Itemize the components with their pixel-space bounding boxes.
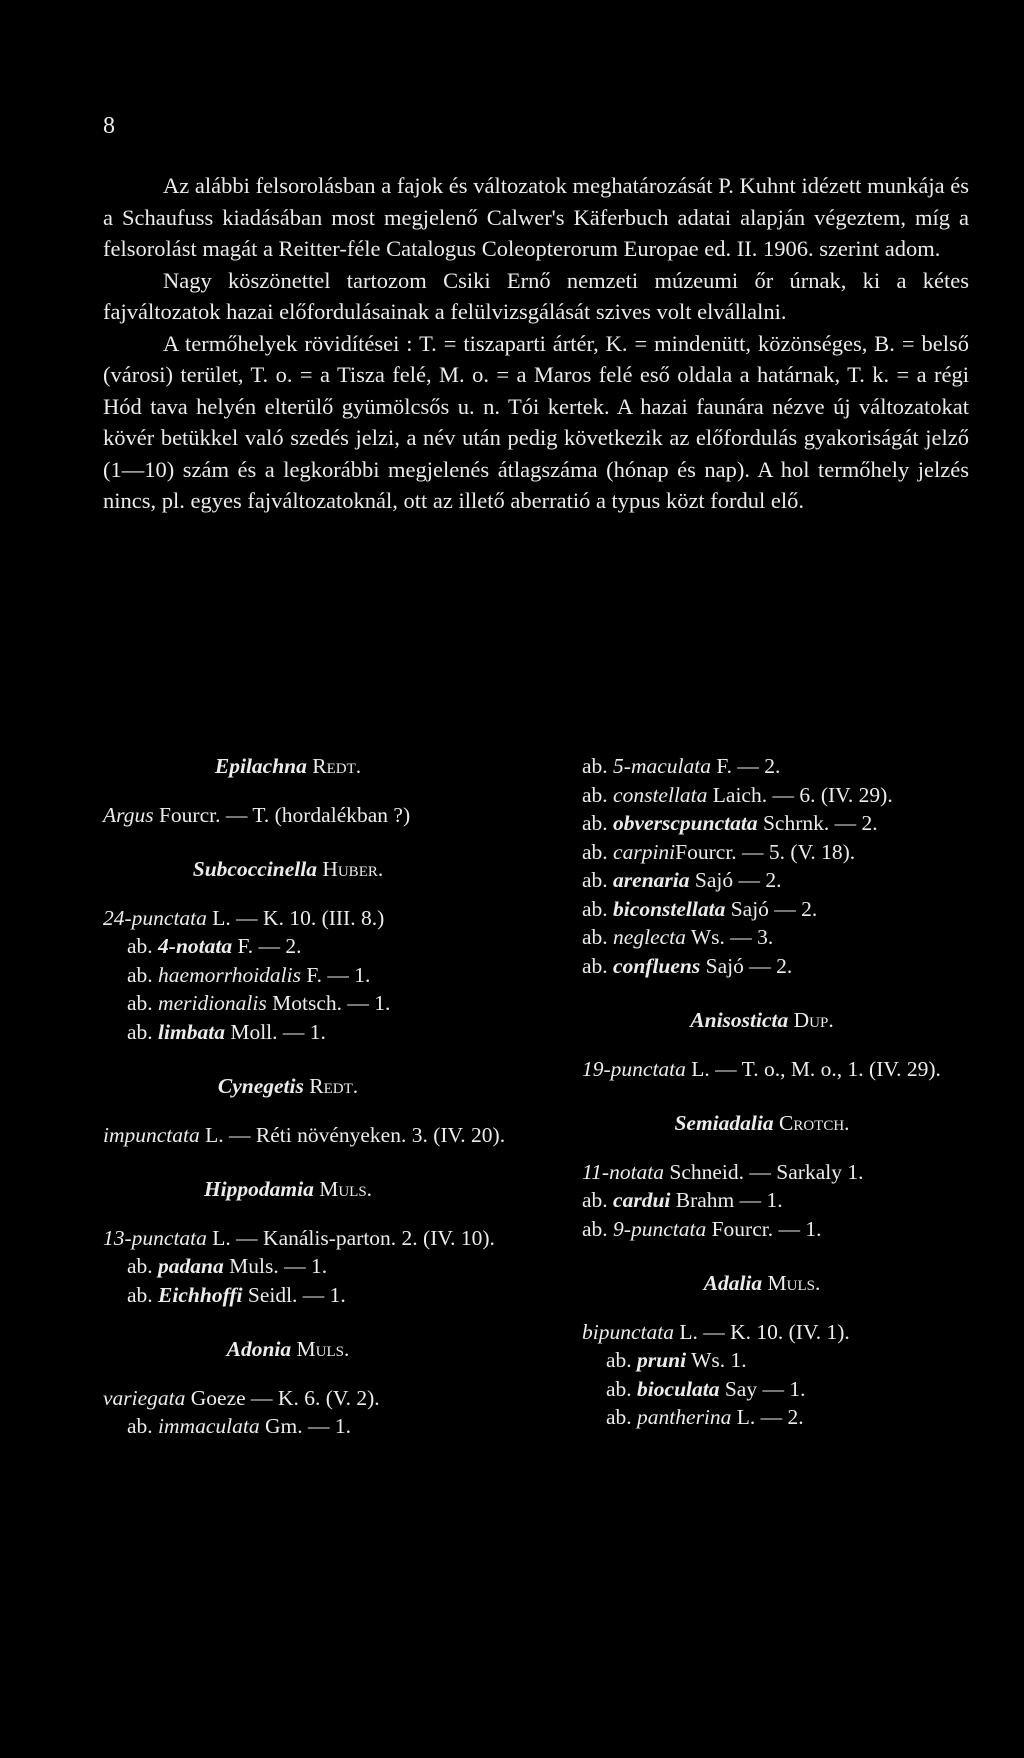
aberration-entry [103, 989, 513, 1018]
intro-paragraph-2: Nagy köszönettel tartozom Csiki Ernő nemzeti múzeumi őr úrnak, ki a kétes fajváltozatok hazai előfordulásainak a felülvizsgálását szives volt elvállalni. [103, 267, 969, 324]
aberration-name: 9-punctata [613, 1216, 707, 1241]
genus-heading [582, 1006, 982, 1035]
aberration-info: Muls. — 1. [229, 1254, 328, 1278]
aberration-entry [103, 1412, 513, 1441]
aberration-name: bioculata [637, 1376, 720, 1401]
intro-paragraph-3: A termőhelyek rövidítései : T. = tiszaparti ártér, K. = mindenütt, közönséges, B. = belső (városi) terület, T. o. = a Tisza felé, M. o. = a Maros felé eső oldala a határnak, T. k. = a régi Hód tava helyén elterülő gyümölcsős u. n. Tói kertek. A hazai faunára nézve új változatokat kövér betükkel való szedés jelzi, a név után pedig következik az előfordulás gyakoriságát jelző (1—10) szám és a legkorábbi megjelenés átlagszáma (hónap és nap). A hol termőhely jelzés nincs, pl. egyes fajváltozatoknál, ott az illető aberratió a typus közt fordul elő. [103, 330, 969, 513]
aberration-entry [582, 781, 982, 810]
genus-author: Redt. [309, 1074, 359, 1098]
aberration-name: constellata [613, 782, 708, 807]
aberration-info: Sajó — 2. [705, 953, 793, 978]
aberration-name: immaculata [158, 1414, 260, 1438]
aberration-info: F. — 1. [306, 962, 371, 987]
aberration-entry [582, 752, 982, 781]
ab-prefix: ab. [582, 868, 608, 892]
genus-heading [103, 752, 513, 781]
aberration-info: Brahm — 1. [675, 1188, 783, 1212]
genus-group-cynegetis [103, 1072, 513, 1149]
aberration-name: carpini [613, 839, 676, 864]
ab-prefix: ab. [127, 991, 153, 1015]
aberration-entry [582, 923, 982, 952]
aberration-info: Laich. — 6. (IV. 29). [712, 782, 893, 807]
adonia-aberrations [582, 752, 982, 980]
genus-group-adalia [582, 1269, 982, 1432]
aberration-entry [582, 866, 982, 895]
species-name: bipunctata [582, 1319, 674, 1344]
ab-prefix: ab. [582, 754, 608, 778]
genus-name: Epilachna [214, 754, 307, 778]
genus-name: Subcoccinella [192, 857, 317, 881]
ab-prefix: ab. [582, 811, 608, 835]
genus-author: Muls. [767, 1271, 821, 1295]
ab-prefix: ab. [582, 839, 608, 864]
genus-heading [103, 1335, 513, 1364]
species-info: L. — K. 10. (III. 8.) [212, 905, 385, 930]
aberration-name: haemorrhoidalis [158, 962, 301, 987]
genus-heading [103, 1175, 513, 1204]
genus-author: Redt. [312, 754, 362, 778]
genus-author: Huber. [322, 857, 384, 881]
species-name: impunctata [103, 1122, 200, 1147]
aberration-name: meridionalis [158, 991, 267, 1015]
genus-author: Muls. [319, 1177, 373, 1201]
aberration-name: 4-notata [158, 934, 233, 958]
genus-heading [582, 1269, 982, 1298]
genus-group-hippodamia [103, 1175, 513, 1309]
species-entry [582, 1055, 982, 1084]
genus-author: Muls. [296, 1337, 350, 1361]
aberration-info: F. — 2. [716, 754, 781, 778]
intro-text [103, 170, 969, 517]
aberration-entry [103, 932, 513, 961]
aberration-name: arenaria [613, 868, 690, 892]
species-entry [582, 1158, 982, 1187]
genus-name: Anisosticta [690, 1008, 789, 1032]
aberration-info: Gm. — 1. [264, 1414, 351, 1438]
genus-group-epilachna [103, 752, 513, 829]
species-entry [582, 1318, 982, 1347]
aberration-info: Ws. 1. [691, 1348, 747, 1372]
ab-prefix: ab. [606, 1376, 632, 1401]
left-column [103, 752, 513, 1467]
species-entry [103, 801, 513, 830]
species-entry [103, 1121, 513, 1150]
right-column [582, 752, 982, 1458]
aberration-name: Eichhoffi [158, 1282, 243, 1307]
ab-prefix: ab. [582, 925, 608, 949]
ab-prefix: ab. [582, 782, 608, 807]
aberration-entry [103, 1252, 513, 1281]
aberration-name: neglecta [613, 925, 686, 949]
species-info: L. — Kanális-parton. 2. (IV. 10). [212, 1225, 495, 1250]
species-info: L. — Réti növényeken. 3. (IV. 20). [205, 1122, 506, 1147]
aberration-info: Seidl. — 1. [247, 1282, 346, 1307]
species-info: Goeze — K. 6. (V. 2). [190, 1385, 380, 1410]
genus-name: Semiadalia [674, 1111, 774, 1135]
aberration-info: L. — 2. [736, 1405, 804, 1429]
aberration-entry [582, 1186, 982, 1215]
ab-prefix: ab. [606, 1348, 632, 1372]
aberration-entry [103, 1018, 513, 1047]
genus-author: Crotch. [778, 1111, 850, 1135]
aberration-info: Sajó — 2. [694, 868, 782, 892]
aberration-name: pantherina [637, 1405, 732, 1429]
genus-group-subcoccinella [103, 855, 513, 1046]
genus-heading [582, 1109, 982, 1138]
aberration-entry [582, 895, 982, 924]
aberration-entry [582, 838, 982, 867]
species-entry [103, 904, 513, 933]
aberration-info: Say — 1. [724, 1376, 806, 1401]
ab-prefix: ab. [127, 1254, 153, 1278]
genus-author: Dup. [793, 1008, 834, 1032]
species-name: 19-punctata [582, 1056, 686, 1081]
genus-name: Cynegetis [217, 1074, 304, 1098]
species-info: L. — T. o., M. o., 1. (IV. 29). [691, 1056, 941, 1081]
aberration-entry [582, 1215, 982, 1244]
aberration-entry [582, 1346, 982, 1375]
aberration-entry [582, 809, 982, 838]
species-info: Schneid. — Sarkaly 1. [669, 1159, 864, 1184]
genus-group-semiadalia [582, 1109, 982, 1243]
ab-prefix: ab. [582, 1216, 608, 1241]
species-name: variegata [103, 1385, 186, 1410]
genus-name: Hippodamia [203, 1177, 314, 1201]
aberration-info: Sajó — 2. [730, 896, 818, 921]
aberration-info: Moll. — 1. [230, 1019, 326, 1044]
species-info: L. — K. 10. (IV. 1). [679, 1319, 850, 1344]
species-name: 13-punctata [103, 1225, 207, 1250]
species-name: 24-punctata [103, 905, 207, 930]
species-entry [103, 1224, 513, 1253]
aberration-info: Fourcr. — 5. (V. 18). [675, 839, 856, 864]
ab-prefix: ab. [582, 1188, 608, 1212]
aberration-entry [582, 1375, 982, 1404]
ab-prefix: ab. [606, 1405, 632, 1429]
aberration-entry [582, 1403, 982, 1432]
page-number: 8 [103, 113, 115, 139]
genus-group-adonia [103, 1335, 513, 1441]
aberration-name: confluens [613, 953, 701, 978]
aberration-entry [103, 961, 513, 990]
aberration-info: Motsch. — 1. [272, 991, 391, 1015]
aberration-info: Schrnk. — 2. [762, 811, 878, 835]
ab-prefix: ab. [127, 1282, 153, 1307]
species-entry [103, 1384, 513, 1413]
genus-name: Adonia [226, 1337, 292, 1361]
aberration-entry [582, 952, 982, 981]
ab-prefix: ab. [127, 1019, 153, 1044]
species-name: 11-notata [582, 1159, 665, 1184]
aberration-info: Ws. — 3. [690, 925, 774, 949]
aberration-name: padana [158, 1254, 224, 1278]
intro-paragraph-1: Az alábbi felsorolásban a fajok és változatok meghatározását P. Kuhnt idézett munkája és a Schaufuss kiadásában most megjelenő Calwer's Käferbuch adatai alapján végeztem, míg a felsorolást magát a Reitter-féle Catalogus Coleopterorum Europae ed. II. 1906. szerint adom. [103, 173, 969, 261]
ab-prefix: ab. [582, 896, 608, 921]
aberration-name: cardui [613, 1188, 671, 1212]
genus-group-anisosticta [582, 1006, 982, 1083]
aberration-entry [103, 1281, 513, 1310]
aberration-name: obverscpunctata [613, 811, 758, 835]
aberration-name: 5-maculata [613, 754, 711, 778]
ab-prefix: ab. [127, 962, 153, 987]
aberration-name: pruni [637, 1348, 687, 1372]
aberration-info: F. — 2. [237, 934, 302, 958]
aberration-name: limbata [158, 1019, 225, 1044]
species-name: Argus [103, 802, 154, 827]
ab-prefix: ab. [127, 934, 153, 958]
genus-name: Adalia [703, 1271, 763, 1295]
species-info: Fourcr. — T. (hordalékban ?) [158, 802, 411, 827]
aberration-name: biconstellata [613, 896, 726, 921]
genus-heading [103, 1072, 513, 1101]
ab-prefix: ab. [582, 953, 608, 978]
aberration-info: Fourcr. — 1. [711, 1216, 822, 1241]
ab-prefix: ab. [127, 1414, 153, 1438]
genus-heading [103, 855, 513, 884]
